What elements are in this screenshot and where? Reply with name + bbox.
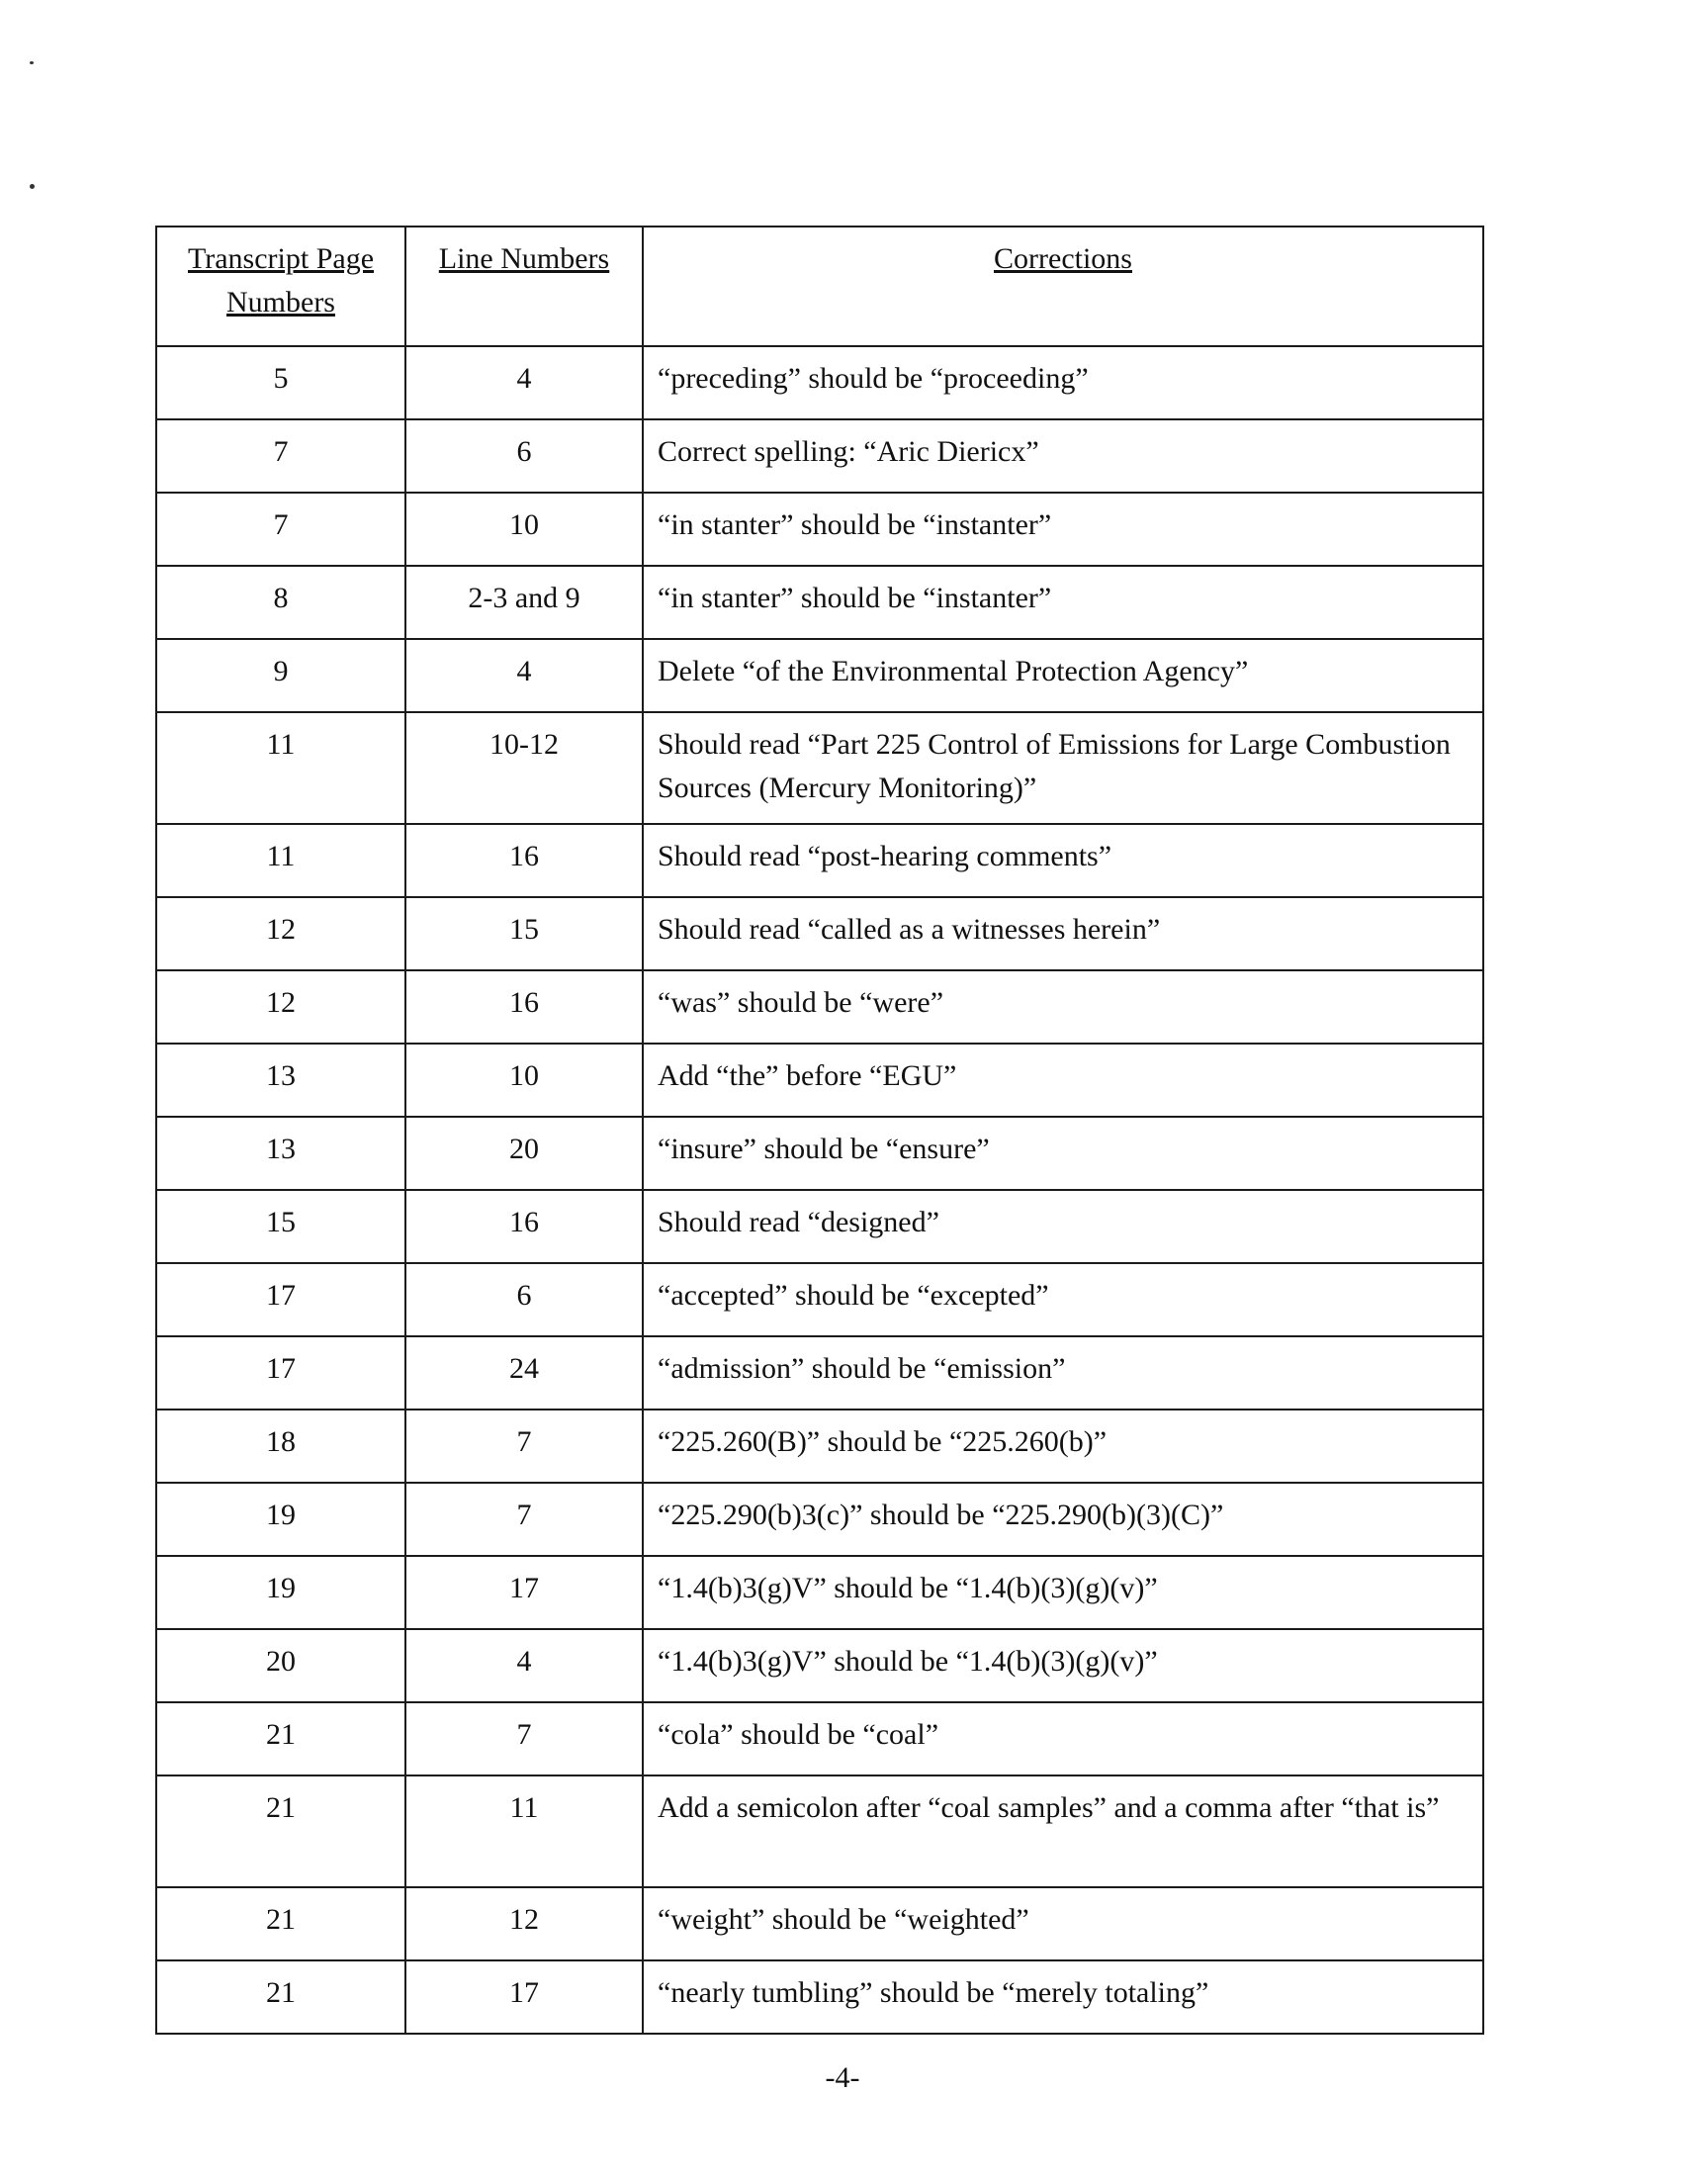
table-row [156,566,1483,639]
line-cell: 16 [405,824,643,897]
page-cell: 20 [156,1629,405,1702]
table-row [156,1190,1483,1263]
page-cell: 8 [156,566,405,639]
line-cell: 11 [405,1775,643,1887]
correction-cell: Delete “of the Environmental Protection Agency” [643,639,1483,712]
correction-cell: “in stanter” should be “instanter” [643,566,1483,639]
correction-cell: “nearly tumbling” should be “merely totaling” [643,1960,1483,2034]
correction-cell: “insure” should be “ensure” [643,1117,1483,1190]
page-cell: 12 [156,970,405,1044]
correction-cell: “225.290(b)3(c)” should be “225.290(b)(3)(C)” [643,1483,1483,1556]
table-row [156,1336,1483,1410]
table-row [156,493,1483,566]
table-row [156,824,1483,897]
correction-cell: “225.260(B)” should be “225.260(b)” [643,1410,1483,1483]
line-cell: 12 [405,1887,643,1960]
correction-cell: “in stanter” should be “instanter” [643,493,1483,566]
correction-cell: “was” should be “were” [643,970,1483,1044]
table-row [156,1044,1483,1117]
correction-cell: Should read “called as a witnesses herein” [643,897,1483,970]
page-cell: 17 [156,1263,405,1336]
correction-cell: “admission” should be “emission” [643,1336,1483,1410]
table-row [156,1775,1483,1887]
line-cell: 24 [405,1336,643,1410]
table-row [156,897,1483,970]
page-number: -4- [825,2061,860,2094]
correction-cell: “preceding” should be “proceeding” [643,346,1483,419]
page-cell: 13 [156,1044,405,1117]
scan-speck [30,184,35,189]
correction-cell: Add “the” before “EGU” [643,1044,1483,1117]
table-row [156,1117,1483,1190]
line-cell: 7 [405,1483,643,1556]
page-cell: 19 [156,1483,405,1556]
line-cell: 10 [405,1044,643,1117]
correction-cell: “1.4(b)3(g)V” should be “1.4(b)(3)(g)(v)” [643,1629,1483,1702]
header-row [156,227,1483,346]
line-cell: 4 [405,1629,643,1702]
line-cell: 7 [405,1410,643,1483]
corrections-table [155,226,1484,2035]
table-row [156,419,1483,493]
page-cell: 12 [156,897,405,970]
table-row [156,1410,1483,1483]
correction-cell: Should read “designed” [643,1190,1483,1263]
line-cell: 10 [405,493,643,566]
table-row [156,1263,1483,1336]
table-row [156,1629,1483,1702]
correction-cell: “weight” should be “weighted” [643,1887,1483,1960]
page-cell: 7 [156,419,405,493]
line-cell: 15 [405,897,643,970]
page-cell: 19 [156,1556,405,1629]
line-cell: 10-12 [405,712,643,824]
line-cell: 20 [405,1117,643,1190]
page-cell: 7 [156,493,405,566]
page-cell: 18 [156,1410,405,1483]
header-transcript-page: Transcript Page Numbers [156,227,405,346]
table-row [156,1960,1483,2034]
page-cell: 21 [156,1775,405,1887]
table-row [156,1887,1483,1960]
page-cell: 9 [156,639,405,712]
table-row [156,1556,1483,1629]
line-cell: 4 [405,639,643,712]
line-cell: 17 [405,1960,643,2034]
table-row [156,712,1483,824]
page-cell: 21 [156,1702,405,1775]
line-cell: 7 [405,1702,643,1775]
correction-cell: Correct spelling: “Aric Diericx” [643,419,1483,493]
page-cell: 17 [156,1336,405,1410]
page-cell: 13 [156,1117,405,1190]
line-cell: 4 [405,346,643,419]
line-cell: 16 [405,1190,643,1263]
correction-cell: “cola” should be “coal” [643,1702,1483,1775]
page-cell: 11 [156,824,405,897]
page-cell: 21 [156,1960,405,2034]
scan-speck [30,61,34,64]
page-cell: 21 [156,1887,405,1960]
table-row [156,1702,1483,1775]
header-corrections: Corrections [643,227,1483,346]
correction-cell: “accepted” should be “excepted” [643,1263,1483,1336]
table-row [156,639,1483,712]
correction-cell: Should read “Part 225 Control of Emissions for Large Combustion Sources (Mercury Monitoring)” [643,712,1483,824]
page-cell: 5 [156,346,405,419]
correction-cell: “1.4(b)3(g)V” should be “1.4(b)(3)(g)(v)” [643,1556,1483,1629]
correction-cell: Add a semicolon after “coal samples” and a comma after “that is” [643,1775,1483,1887]
page-cell: 15 [156,1190,405,1263]
line-cell: 2-3 and 9 [405,566,643,639]
line-cell: 17 [405,1556,643,1629]
table-row [156,970,1483,1044]
table-row [156,346,1483,419]
header-line-numbers: Line Numbers [405,227,643,346]
line-cell: 6 [405,419,643,493]
table-row [156,1483,1483,1556]
correction-cell: Should read “post-hearing comments” [643,824,1483,897]
line-cell: 16 [405,970,643,1044]
line-cell: 6 [405,1263,643,1336]
page-cell: 11 [156,712,405,824]
